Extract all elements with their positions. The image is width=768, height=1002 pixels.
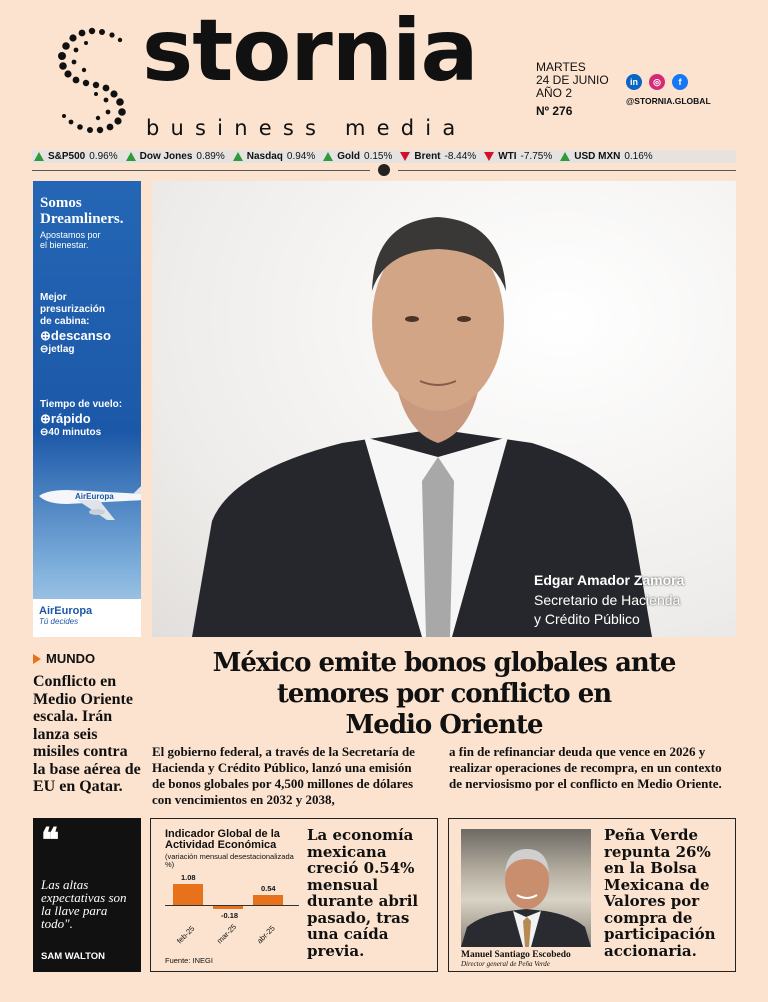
body-column-1: El gobierno federal, a través de la Secretaría de Hacienda y Crédito Público, lanzó una emisión de bonos globales por 4,500 millones de dólares con vencimientos en 2032 y 2038, <box>152 744 415 807</box>
chart-title: Indicador Global de la Actividad Económica <box>165 828 280 851</box>
ticker-item: USD MXN 0.16% <box>560 151 652 162</box>
ad-tagline: Tú decides <box>39 617 79 626</box>
chart-data-label: 0.54 <box>261 883 276 893</box>
ad-headline: Somos Dreamliners. <box>40 195 124 227</box>
airline-ad[interactable] <box>33 181 141 637</box>
executive-photo <box>461 829 591 947</box>
issue-number: Nº 276 <box>536 104 573 118</box>
chart-x-tick-label: abr-25 <box>255 923 277 946</box>
economy-box[interactable] <box>150 818 438 972</box>
chart-subtitle: (variación mensual desestacionalizada %) <box>165 852 294 869</box>
chart-source: Fuente: INEGI <box>165 956 213 965</box>
executive-illustration <box>461 829 591 947</box>
instagram-icon[interactable]: ◎ <box>649 74 665 90</box>
cover-photo <box>152 181 736 637</box>
portrait-illustration <box>152 181 736 637</box>
ticker-item: Gold 0.15% <box>323 151 392 162</box>
ticker-item: Nasdaq 0.94% <box>233 151 315 162</box>
main-headline[interactable]: México emite bonos globales ante temores por conflicto en Medio Oriente <box>212 648 676 740</box>
ticker-item: Dow Jones 0.89% <box>126 151 225 162</box>
chart-data-label: 1.08 <box>181 873 196 883</box>
ad-benefit-2: Tiempo de vuelo: ⊕rápido ⊖40 minutos <box>40 399 123 438</box>
plus-icon: ⊕ <box>40 411 51 426</box>
triangle-right-icon <box>33 654 41 664</box>
quote-box <box>33 818 141 972</box>
minus-icon: ⊖ <box>40 427 49 438</box>
social-links <box>626 74 688 90</box>
pena-verde-box[interactable] <box>448 818 736 972</box>
quote-mark-icon: ❝ <box>41 821 60 861</box>
divider <box>32 170 370 171</box>
logo-wordmark: stornia <box>142 1 478 101</box>
chart-bar <box>253 895 283 905</box>
logo-subtitle: business media <box>146 116 467 140</box>
minus-icon: ⊖ <box>40 344 49 355</box>
arrow-down-icon <box>484 152 494 161</box>
arrow-down-icon <box>400 152 410 161</box>
airplane-icon <box>37 476 141 526</box>
quote-author: SAM WALTON <box>41 951 106 962</box>
social-handle[interactable]: @STORNIA.GLOBAL <box>626 96 711 106</box>
photo-caption-role: Director general de Peña Verde <box>461 960 550 968</box>
day: MARTES <box>536 60 586 74</box>
arrow-up-icon <box>34 152 44 161</box>
phone-icon <box>378 164 390 176</box>
section-label: MUNDO <box>33 651 95 666</box>
ad-benefit-1: Mejor presurización de cabina: ⊕descanso ⊖jetlag <box>40 292 111 355</box>
ad-subline: Apostamos por el bienestar. <box>40 230 101 250</box>
arrow-up-icon <box>233 152 243 161</box>
chart-bar <box>173 884 203 905</box>
linkedin-icon[interactable]: in <box>626 74 642 90</box>
ticker-item: WTI -7.75% <box>484 151 552 162</box>
ticker-item: S&P500 0.96% <box>34 151 118 162</box>
dateline <box>536 61 609 100</box>
economy-story: La economía mexicana creció 0.54% mensual durante abril pasado, tras una caída previa. <box>307 826 419 960</box>
date: 24 DE JUNIO <box>536 73 609 87</box>
arrow-up-icon <box>323 152 333 161</box>
chart-bar <box>213 906 243 909</box>
photo-caption-name: Manuel Santiago Escobedo <box>461 950 571 960</box>
arrow-up-icon <box>560 152 570 161</box>
quote-text: Las altas expectativas son la llave para todo". <box>41 877 127 931</box>
cover-caption-name: Edgar Amador Zamora <box>534 572 685 588</box>
plus-icon: ⊕ <box>40 328 51 343</box>
year: AÑO 2 <box>536 86 573 100</box>
pena-verde-story: Peña Verde repunta 26% en la Bolsa Mexicana de Valores por compra de participación accionaria. <box>604 826 716 960</box>
arrow-up-icon <box>126 152 136 161</box>
svg-text:AirEuropa: AirEuropa <box>75 492 114 501</box>
cover-caption-role: Secretario de Hacienda y Crédito Público <box>534 592 681 627</box>
ad-footer <box>33 599 141 637</box>
chart-data-label: -0.18 <box>221 911 239 921</box>
chart-x-tick-label: feb-25 <box>175 923 197 946</box>
side-story[interactable]: Conflicto en Medio Oriente escala. Irán lanza seis misiles contra la base aérea de EU en Qatar. <box>33 673 141 795</box>
chart-x-tick-label: mar-25 <box>215 922 239 946</box>
divider <box>398 170 736 171</box>
logo-mark-icon <box>56 26 128 134</box>
ad-brand: AirEuropa <box>39 605 93 617</box>
ticker-item: Brent -8.44% <box>400 151 476 162</box>
market-ticker <box>32 150 736 163</box>
facebook-icon[interactable]: f <box>672 74 688 90</box>
body-column-2: a fin de refinanciar deuda que vence en 2026 y realizar operaciones de recompra, en un contexto de nerviosismo por el conflicto en Medio Oriente. <box>449 744 722 791</box>
